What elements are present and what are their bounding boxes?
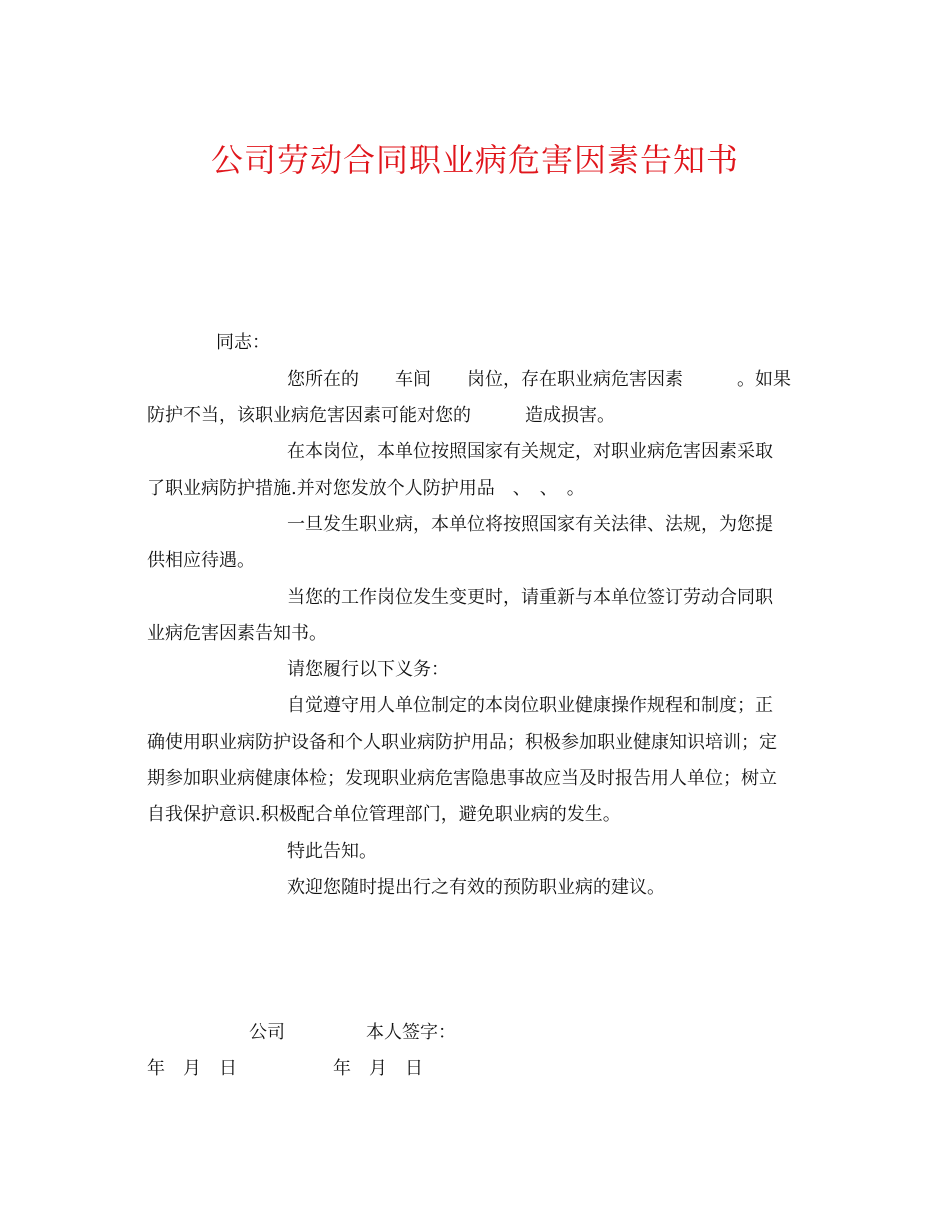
- paragraph-line: 防护不当，该职业病危害因素可能对您的 造成损害。: [147, 405, 615, 426]
- company-date: 年 月 日: [147, 1058, 237, 1079]
- document-title: 公司劳动合同职业病危害因素告知书: [210, 141, 739, 179]
- paragraph-line: 欢迎您随时提出行之有效的预防职业病的建议。: [287, 877, 665, 898]
- company-label: 公司: [249, 1022, 285, 1043]
- paragraph-line: 了职业病防护措施.并对您发放个人防护用品 、 、 。: [147, 478, 585, 499]
- paragraph-line: 在本岗位，本单位按照国家有关规定，对职业病危害因素采取: [287, 441, 773, 462]
- paragraph-line: 自觉遵守用人单位制定的本岗位职业健康操作规程和制度；正: [287, 695, 773, 716]
- paragraph-line: 请您履行以下义务：: [287, 659, 449, 680]
- paragraph-line: 期参加职业病健康体检；发现职业病危害隐患事故应当及时报告用人单位；树立: [147, 768, 777, 789]
- signature-label: 本人签字：: [366, 1022, 456, 1043]
- paragraph-line: 特此告知。: [287, 841, 377, 862]
- paragraph-line: 一旦发生职业病，本单位将按照国家有关法律、法规，为您提: [287, 514, 773, 535]
- signature-date: 年 月 日: [333, 1058, 423, 1079]
- paragraph-line: 供相应待遇。: [147, 550, 255, 571]
- paragraph-line: 当您的工作岗位发生变更时，请重新与本单位签订劳动合同职: [287, 587, 773, 608]
- paragraph-line: 自我保护意识.积极配合单位管理部门，避免职业病的发生。: [147, 804, 621, 825]
- paragraph-line: 业病危害因素告知书。: [147, 623, 327, 644]
- paragraph-line: 确使用职业病防护设备和个人职业病防护用品；积极参加职业健康知识培训；定: [147, 732, 777, 753]
- salutation: 同志：: [216, 332, 270, 353]
- paragraph-line: 您所在的 车间 岗位，存在职业病危害因素 。如果: [287, 369, 791, 390]
